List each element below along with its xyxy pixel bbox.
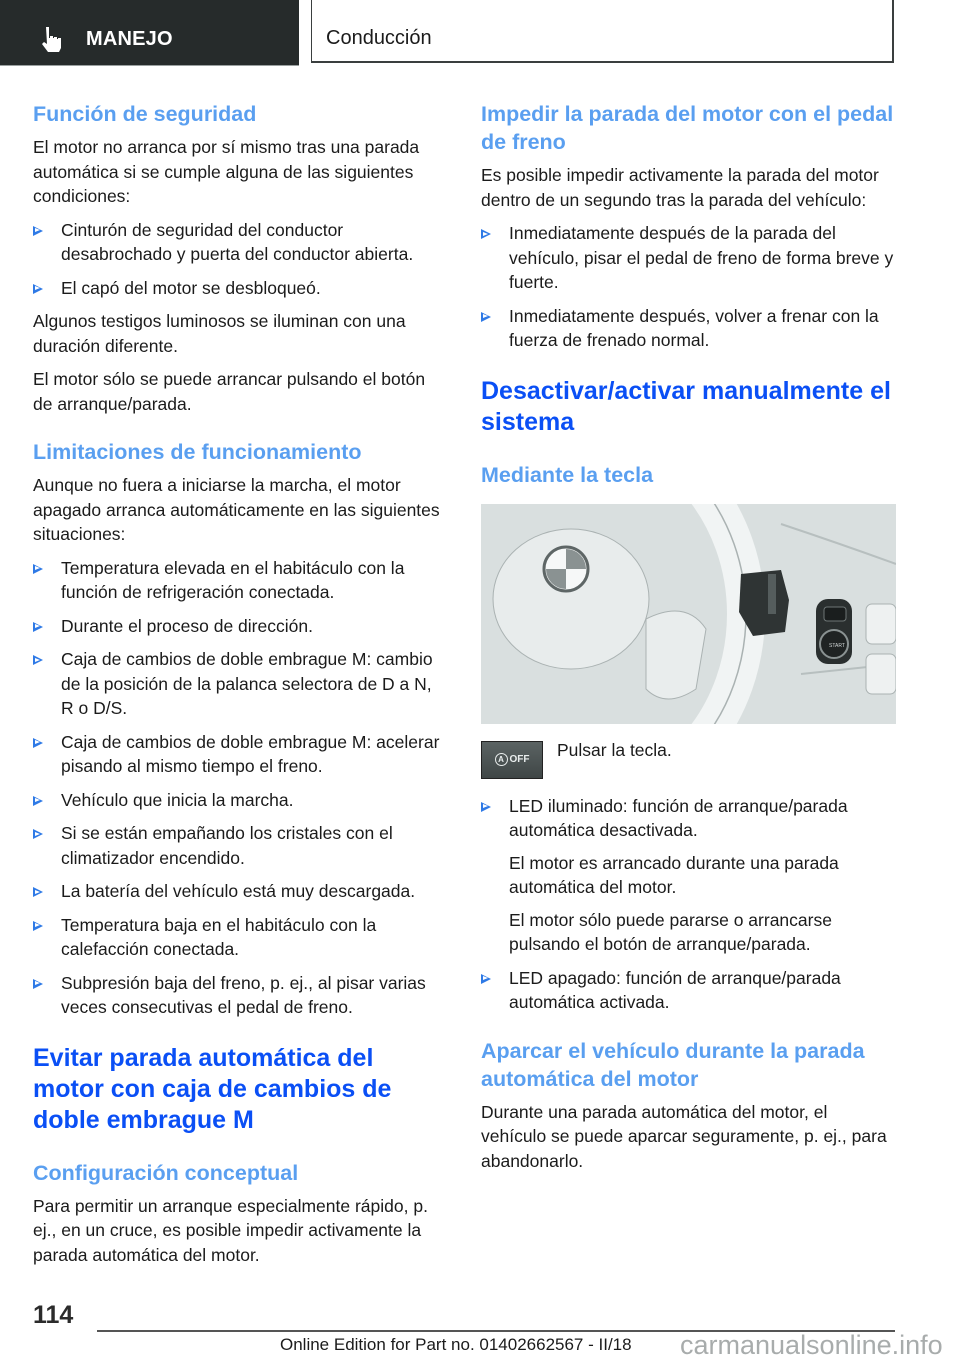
bullet-triangle-icon [481,802,491,812]
chapter-tab [311,0,894,63]
list-item: LED apagado: función de arranque/parada automática activada. [481,966,897,1015]
key-instruction-row [481,736,897,794]
list-item: Temperatura baja en el habitáculo con la calefacción conectada. [33,913,449,962]
svg-text:START: START [829,642,845,649]
list-item: La batería del vehículo está muy descargada. [33,879,449,904]
right-column [481,100,897,1173]
section-label: MANEJO [86,28,173,50]
list-item: Vehículo que inicia la marcha. [33,788,449,813]
heading-brake-pedal: Impedir la parada del motor con el pedal de freno [481,102,894,154]
page-number: 114 [33,1301,74,1329]
list-item: Caja de cambios de doble embrague M: acelerar pisando al mismo tiempo el freno. [33,730,449,779]
list-item: Inmediatamente después, volver a frenar con la fuerza de frenado normal. [481,304,897,353]
bullet-triangle-icon [33,622,43,632]
heading-via-button: Mediante la tecla [481,462,654,487]
led-status-list [481,794,897,1015]
bullet-triangle-icon [33,921,43,931]
list-item: Temperatura elevada en el habitáculo con la función de refrigeración conectada. [33,556,449,605]
bullet-triangle-icon [33,887,43,897]
heading-concept: Configuración conceptual [33,1160,299,1185]
list-item: El capó del motor se desbloqueó. [33,276,449,301]
safety-intro: El motor no arranca por sí mismo tras una parada automática si se cumple alguna de las siguientes condiciones: [33,137,420,206]
steering-wheel-illustration [481,504,896,724]
parking-text: Durante una parada automática del motor, el vehículo se puede aparcar seguramente, p. ej., para abandonarlo. [481,1101,887,1171]
bullet-triangle-icon [33,564,43,574]
bullet-triangle-icon [33,738,43,748]
safety-list [33,218,449,301]
list-item-subtext: El motor es arrancado durante una parada automática del motor. [509,852,839,897]
safety-para-1: Algunos testigos luminosos se iluminan con una duración diferente. [33,311,406,356]
list-item: Inmediatamente después de la parada del vehículo, pisar el pedal de freno de forma breve y fuerte. [481,221,897,295]
list-item: Durante el proceso de dirección. [33,614,449,639]
press-key-instruction: Pulsar la tecla. [557,739,672,760]
bullet-triangle-icon [33,655,43,665]
list-item: Subpresión baja del freno, p. ej., al pisar varias veces consecutivas el pedal de freno. [33,971,449,1020]
brake-list [481,221,897,353]
bullet-triangle-icon [33,796,43,806]
heading-parking: Aparcar el vehículo durante la parada automática del motor [481,1038,865,1091]
safety-para-2: El motor sólo se puede arrancar pulsando el botón de arranque/parada. [33,369,426,414]
auto-start-stop-off-button-icon: A OFF [481,741,543,779]
bullet-triangle-icon [33,829,43,839]
list-item-subtext: El motor sólo puede pararse o arrancarse pulsando el botón de arranque/parada. [509,909,832,954]
bullet-triangle-icon [33,226,43,236]
bullet-triangle-icon [481,312,491,322]
list-item: Caja de cambios de doble embrague M: cambio de la posición de la palanca selectora de D a N, R o D/S. [33,647,449,721]
list-item: Si se están empañando los cristales con el climatizador encendido. [33,821,449,870]
bullet-triangle-icon [33,284,43,294]
chapter-title: Conducción [326,27,432,49]
list-item: Cinturón de seguridad del conductor desabrochado y puerta del conductor abierta. [33,218,449,267]
bullet-triangle-icon [481,229,491,239]
hand-pointer-icon [40,26,64,52]
steering-wheel-photo [481,504,896,724]
heading-manual-toggle: Desactivar/activar manualmente el sistema [481,376,891,436]
concept-text: Para permitir un arranque especialmente rápido, p. ej., en un cruce, es posible impedir activamente la parada automática del motor. [33,1195,428,1265]
heading-safety-function: Función de seguridad [33,102,257,126]
footer-divider [97,1330,415,1332]
list-item: LED iluminado: función de arranque/parada automática desactivada. El motor es arrancado durante una parada automática del motor. El motor sólo puede pararse o arrancarse pulsando el botón de arranque/parada. [481,794,897,957]
heading-limitations: Limitaciones de funcionamiento [33,440,362,464]
watermark: carmanualsonline.info [680,1330,943,1360]
heading-avoid-auto-stop: Evitar parada automática del motor con caja de cambios de doble embrague M [33,1043,392,1134]
brake-intro: Es posible impedir activamente la parada del motor dentro de un segundo tras la parada del vehículo: [481,165,879,210]
limitations-intro: Aunque no fuera a iniciarse la marcha, el motor apagado arranca automáticamente en las siguientes situaciones: [33,475,440,544]
section-tab [0,0,299,66]
limitations-list [33,556,449,1020]
bullet-triangle-icon [481,974,491,984]
bullet-triangle-icon [33,979,43,989]
edition-text: Online Edition for Part no. 01402662567 - II/18 [280,1335,632,1354]
left-column [33,100,449,1267]
